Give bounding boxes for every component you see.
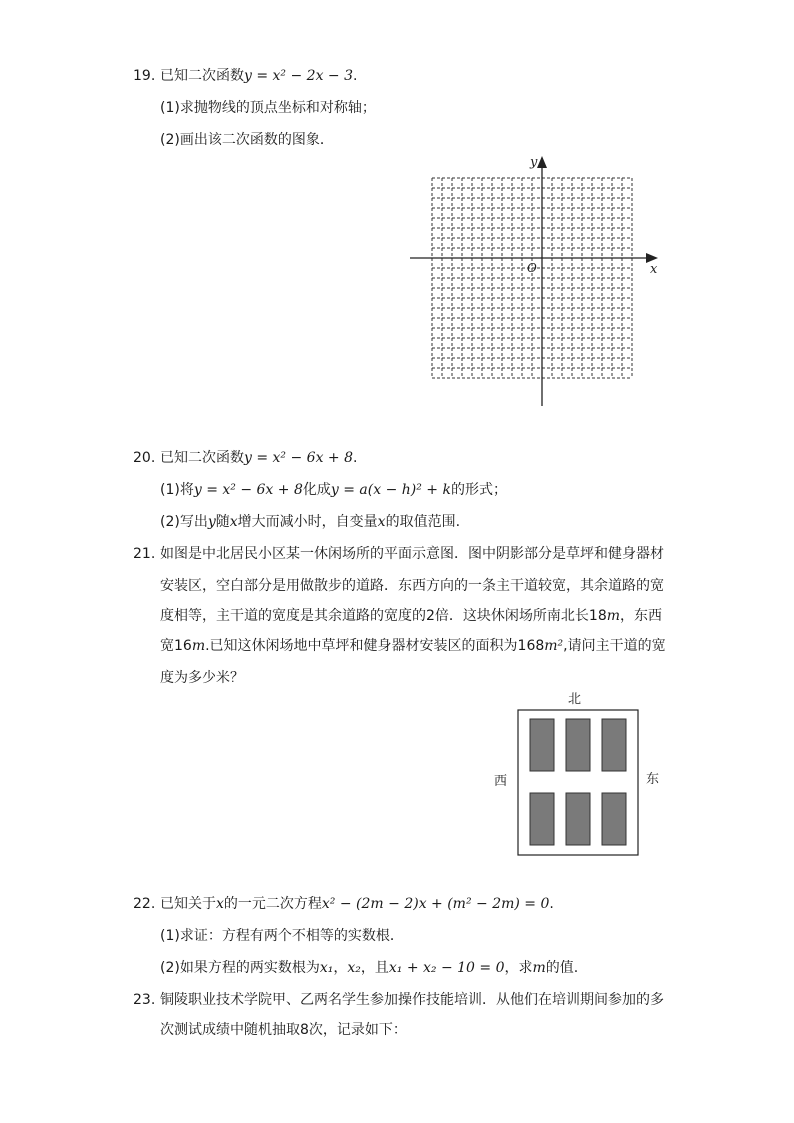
q22-stem <box>160 894 554 914</box>
q22-part2-m: m <box>532 960 546 976</box>
lawn-area-5 <box>566 793 590 845</box>
q22-part2-post: 的值. <box>545 960 579 976</box>
q20-part2-mid2: 增大而减小时，自变量 <box>237 514 378 530</box>
q22-stem-pre: 已知关于 <box>160 896 216 912</box>
q22-stem-x: x <box>216 896 224 912</box>
west-label: 西 <box>494 774 508 789</box>
x-axis-label: x <box>650 262 658 277</box>
q22-stem-end: . <box>549 896 554 912</box>
q21-line4-unit2: m² <box>544 638 564 654</box>
q22-part2-pre: (2)如果方程的两实数根为 <box>160 960 320 976</box>
y-axis-label: y <box>530 155 538 170</box>
q21-line4-unit: m <box>191 638 206 654</box>
q22-part2-x2: x₂ <box>347 960 361 976</box>
east-label: 东 <box>646 772 660 787</box>
q20-part1-expr1: y = x² − 6x + 8 <box>193 482 303 498</box>
q21-number: 21. <box>133 546 156 562</box>
park-plan-figure <box>486 686 686 866</box>
lawn-area-3 <box>602 719 626 771</box>
lawn-area-2 <box>566 719 590 771</box>
lawn-area-4 <box>530 793 554 845</box>
q21-line4-post: ,请问主干道的宽 <box>563 638 666 654</box>
q22-stem-mid: 的一元二次方程 <box>223 896 322 912</box>
q20-part2-post: 的取值范围. <box>385 514 461 530</box>
q19-stem-text: 已知二次函数 <box>160 68 244 84</box>
lawn-area-1 <box>530 719 554 771</box>
q22-part2-sep: ， <box>333 960 348 976</box>
q20-part1-pre: (1)将 <box>160 482 194 498</box>
q21-line3-post: ，东西 <box>620 608 663 624</box>
q22-part2-mid2: ，求 <box>504 960 533 976</box>
q19-stem-end: . <box>353 68 358 84</box>
q20-part2-x: x <box>229 514 238 530</box>
q20-part1 <box>160 480 507 500</box>
q20-stem-end: . <box>353 450 358 466</box>
q19-stem <box>160 66 357 86</box>
q21-line4-mid: .已知这休闲场地中草坪和健身器材安装区的面积为168 <box>205 638 545 654</box>
y-axis-arrow <box>537 156 547 168</box>
q20-part2-y: y <box>207 514 216 530</box>
q23-line1: 铜陵职业技术学院甲、乙两名学生参加操作技能培训．从他们在培训期间参加的多 <box>160 992 664 1008</box>
q20-part2-x2: x <box>377 514 386 530</box>
q22-part2-eq: x₁ + x₂ − 10 = 0 <box>388 960 505 976</box>
q21-line4 <box>160 636 666 656</box>
q21-line1: 如图是中北居民小区某一休闲场所的平面示意图．图中阴影部分是草坪和健身器材 <box>160 546 664 562</box>
q20-part2 <box>160 512 460 532</box>
q20-part1-post: 的形式； <box>450 482 507 498</box>
q19-number: 19. <box>133 68 156 84</box>
q20-part2-mid: 随 <box>215 514 230 530</box>
q19-part1: (1)求抛物线的顶点坐标和对称轴； <box>160 100 376 116</box>
q20-part1-mid: 化成 <box>302 482 331 498</box>
q20-number: 20. <box>133 450 156 466</box>
q22-equation: x² − (2m − 2)x + (m² − 2m) = 0 <box>321 896 550 912</box>
q20-function: y = x² − 6x + 8 <box>244 450 354 466</box>
q20-part2-pre: (2)写出 <box>160 514 208 530</box>
q20-stem-text: 已知二次函数 <box>160 450 244 466</box>
q21-line3 <box>160 606 662 626</box>
dashed-grid <box>432 178 632 378</box>
q22-part2-x1: x₁ <box>319 960 334 976</box>
q23-number: 23. <box>133 992 156 1008</box>
q22-part1: (1)求证：方程有两个不相等的实数根． <box>160 928 404 944</box>
lawn-area-6 <box>602 793 626 845</box>
q22-number: 22. <box>133 896 156 912</box>
q21-line2: 安装区，空白部分是用做散步的道路．东西方向的一条主干道较宽，其余道路的宽 <box>160 578 664 594</box>
origin-label: O <box>527 261 537 275</box>
north-label: 北 <box>568 692 582 707</box>
q23-line2: 次测试成绩中随机抽取8次，记录如下： <box>160 1022 407 1038</box>
coordinate-grid-figure <box>406 150 666 412</box>
q21-line3-text: 度相等，主干道的宽度是其余道路的宽度的2倍．这块休闲场所南北长18 <box>160 608 607 624</box>
q21-line4-pre: 宽16 <box>160 638 192 654</box>
q22-part2 <box>160 958 578 978</box>
q19-function: y = x² − 2x − 3 <box>244 68 354 84</box>
q20-part1-expr2: y = a(x − h)² + k <box>330 482 451 498</box>
q22-part2-mid: ，且 <box>360 960 389 976</box>
q21-line5: 度为多少米？ <box>160 670 244 686</box>
q20-stem <box>160 448 357 468</box>
q19-part2: (2)画出该二次函数的图象． <box>160 132 334 148</box>
q21-line3-unit: m <box>606 608 621 624</box>
